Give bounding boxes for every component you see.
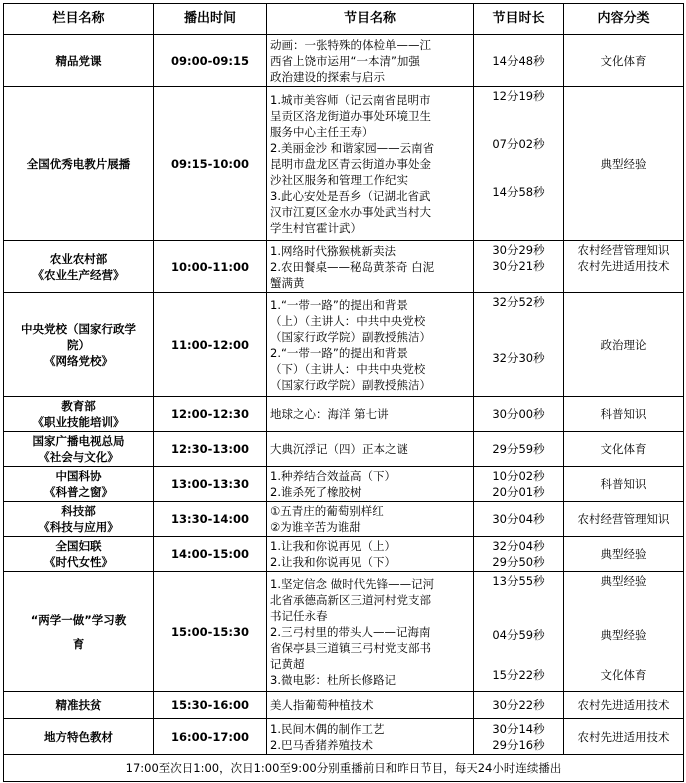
program-line: 3.微电影：杜所长修路记: [270, 672, 396, 687]
duration-line: 13分55秒: [492, 574, 545, 588]
category-cell: [564, 293, 684, 397]
column-name-line: 《社会与文化》: [38, 450, 119, 464]
program-line: 动画：一张特殊的体检单——江: [270, 37, 431, 52]
program-line: 1.坚定信念 做时代先锋——记河: [270, 576, 435, 591]
category-cell: [564, 719, 684, 755]
header-row: [4, 4, 684, 35]
column-name-line: 中国科协: [55, 469, 102, 483]
program-cell: [267, 432, 474, 467]
table-row: [4, 537, 684, 572]
column-name-cell: [4, 87, 154, 241]
table-row: [4, 241, 684, 293]
program-line: 1.民间木偶的制作工艺: [270, 721, 385, 736]
table-row: [4, 293, 684, 397]
program-line: 1.种养结合效益高（下）: [270, 469, 396, 483]
header-program-name: 节目名称: [267, 4, 474, 35]
program-line: （下）（主讲人：中共中央党校: [270, 361, 426, 376]
column-name-cell: [4, 467, 154, 502]
duration-cell: [474, 87, 564, 241]
program-cell: [267, 467, 474, 502]
program-line: 1.让我和你说再见（上）: [270, 539, 396, 553]
column-name-line: 地方特色教材: [44, 729, 113, 744]
column-name-line: 《农业生产经营》: [32, 267, 125, 282]
program-line: ①五青庄的葡萄别样红: [270, 504, 384, 518]
program-line: 1.城市美容师（记云南省昆明市: [270, 92, 431, 107]
program-cell: [267, 537, 474, 572]
air-time-cell: 13:30-14:00: [154, 502, 267, 537]
air-time-cell: 16:00-17:00: [154, 719, 267, 755]
program-line: 2.谁杀死了橡胶树: [270, 485, 362, 499]
air-time-cell: 09:00-09:15: [154, 35, 267, 87]
program-line: 2.三弓村里的带头人——记海南: [270, 624, 431, 639]
duration-cell: [474, 719, 564, 755]
program-cell: [267, 692, 474, 719]
column-name-cell: [4, 241, 154, 293]
column-name-line: 全国妇联: [55, 539, 102, 553]
air-time-cell: 15:30-16:00: [154, 692, 267, 719]
category-cell: [564, 397, 684, 432]
column-name-line: “两学一做”学习教: [30, 612, 127, 627]
program-cell: [267, 87, 474, 241]
category-line: 科普知识: [600, 477, 647, 491]
program-line: 昆明市盘龙区青云街道办事处金: [270, 156, 431, 171]
program-line: 3.此心安处是吾乡（记湖北省武: [270, 188, 431, 203]
air-time-cell: 09:15-10:00: [154, 87, 267, 241]
category-line: 典型经验: [600, 628, 647, 642]
program-line: 2.“一带一路”的提出和背景: [270, 345, 408, 360]
category-cell: [564, 537, 684, 572]
column-name-line: 院）: [67, 337, 90, 352]
program-line: 2.让我和你说再见（下）: [270, 555, 396, 569]
category-line: 农村经营管理知识: [577, 512, 670, 526]
duration-line: 29分59秒: [492, 442, 545, 456]
column-name-line: 教育部: [61, 399, 96, 413]
program-line: （上）（主讲人：中共中央党校: [270, 313, 426, 328]
program-cell: [267, 241, 474, 293]
table-row: [4, 502, 684, 537]
duration-cell: [474, 397, 564, 432]
duration-line: 30分21秒: [492, 259, 545, 273]
column-name-line: 育: [72, 636, 85, 651]
air-time-cell: 10:00-11:00: [154, 241, 267, 293]
program-line: 省保亭县三道镇三弓村党支部书: [270, 640, 431, 655]
duration-line: 04分59秒: [492, 628, 545, 642]
duration-cell: [474, 572, 564, 692]
program-line: 2.巴马香猪养殖技术: [270, 737, 373, 752]
program-line: 呈贡区洛龙街道办事处环境卫生: [270, 108, 431, 123]
column-name-line: 全国优秀电教片展播: [26, 156, 131, 171]
category-line: 政治理论: [600, 337, 647, 352]
duration-line: 14分48秒: [492, 53, 545, 68]
duration-line: 32分04秒: [492, 539, 545, 553]
duration-line: 30分14秒: [492, 721, 545, 736]
column-name-line: 精品党课: [55, 53, 102, 68]
table-row: [4, 397, 684, 432]
column-name-cell: [4, 572, 154, 692]
header-air-time: 播出时间: [154, 4, 267, 35]
duration-line: 14分58秒: [492, 185, 545, 199]
column-name-cell: [4, 293, 154, 397]
table-row: [4, 467, 684, 502]
program-line: 记黄超: [270, 656, 305, 671]
category-cell: [564, 467, 684, 502]
column-name-line: 中央党校（国家行政学: [21, 321, 136, 336]
air-time-cell: 12:00-12:30: [154, 397, 267, 432]
program-line: （国家行政学院）副教授熊洁）: [270, 329, 431, 344]
column-name-line: 《网络党校》: [44, 353, 113, 368]
column-name-line: 精准扶贫: [55, 698, 102, 712]
duration-cell: [474, 241, 564, 293]
program-cell: [267, 293, 474, 397]
column-name-line: 《时代女性》: [44, 555, 113, 569]
column-name-line: 《职业技能培训》: [32, 415, 125, 429]
program-cell: [267, 502, 474, 537]
category-cell: [564, 502, 684, 537]
program-line: 1.“一带一路”的提出和背景: [270, 297, 408, 312]
program-line: 政治建设的探索与启示: [270, 69, 385, 84]
category-cell: [564, 87, 684, 241]
column-name-cell: [4, 432, 154, 467]
category-line: 农村经营管理知识: [577, 243, 670, 257]
column-name-cell: [4, 397, 154, 432]
category-cell: [564, 572, 684, 692]
category-line: 文化体育: [600, 442, 647, 456]
column-name-cell: [4, 719, 154, 755]
duration-cell: [474, 537, 564, 572]
category-line: 文化体育: [600, 668, 647, 682]
duration-cell: [474, 502, 564, 537]
category-line: 典型经验: [600, 574, 647, 588]
program-line: 2.农田餐桌——秘岛黄茶奇 白泥: [270, 259, 435, 274]
category-cell: [564, 692, 684, 719]
duration-cell: [474, 35, 564, 87]
program-line: 沙社区服务和管理工作纪实: [270, 172, 408, 187]
table-row: [4, 35, 684, 87]
program-line: 汉市江夏区金水办事处武当村大: [270, 204, 431, 219]
air-time-cell: 14:00-15:00: [154, 537, 267, 572]
program-cell: [267, 397, 474, 432]
column-name-line: 《科技与应用》: [38, 520, 119, 534]
duration-line: 30分29秒: [492, 243, 545, 257]
column-name-line: 国家广播电视总局: [32, 434, 125, 448]
air-time-cell: 13:00-13:30: [154, 467, 267, 502]
category-line: 农村先进适用技术: [577, 259, 670, 273]
program-line: 书记任永春: [270, 608, 328, 623]
column-name-cell: [4, 35, 154, 87]
program-line: ②为谁辛苦为谁甜: [270, 520, 361, 534]
program-line: 西省上饶市运用“一本清”加强: [270, 53, 420, 68]
duration-cell: [474, 293, 564, 397]
program-line: 1.网络时代猕猴桃新卖法: [270, 243, 396, 258]
program-cell: [267, 719, 474, 755]
header-column-name: 栏目名称: [4, 4, 154, 35]
duration-line: 15分22秒: [492, 668, 545, 682]
program-line: （国家行政学院）副教授熊洁）: [270, 377, 431, 392]
program-line: 学生村官霍计武）: [270, 220, 362, 235]
footer-row: [4, 755, 684, 782]
program-line: 北省承德高新区三道河村党支部: [270, 592, 431, 607]
program-cell: [267, 572, 474, 692]
category-line: 农村先进适用技术: [577, 698, 670, 712]
category-cell: [564, 35, 684, 87]
category-cell: [564, 432, 684, 467]
program-line: 2.美丽金沙 和谐家园——云南省: [270, 140, 435, 155]
category-line: 典型经验: [600, 547, 647, 561]
column-name-line: 农业农村部: [49, 251, 108, 266]
duration-cell: [474, 467, 564, 502]
table-row: [4, 432, 684, 467]
header-duration: 节目时长: [474, 4, 564, 35]
column-name-line: 《科普之窗》: [44, 485, 113, 499]
category-line: 科普知识: [600, 407, 647, 421]
category-line: 典型经验: [600, 156, 647, 171]
column-name-line: 科技部: [61, 504, 96, 518]
category-line: 农村先进适用技术: [577, 729, 670, 744]
footer-note: 17:00至次日1:00，次日1:00至9:00分别重播前日和昨日节目，每天24小时连续播出: [4, 755, 684, 782]
table-row: [4, 719, 684, 755]
table-row: [4, 692, 684, 719]
program-line: 服务中心主任王寿）: [270, 124, 374, 139]
program-cell: [267, 35, 474, 87]
duration-line: 30分00秒: [492, 407, 545, 421]
duration-line: 30分04秒: [492, 512, 545, 526]
program-line: 美人指葡萄种植技术: [270, 698, 374, 712]
duration-line: 29分50秒: [492, 555, 545, 569]
air-time-cell: 11:00-12:00: [154, 293, 267, 397]
duration-cell: [474, 432, 564, 467]
duration-line: 10分02秒: [492, 469, 545, 483]
duration-line: 12分19秒: [492, 89, 545, 103]
table-row: [4, 87, 684, 241]
program-line: 蟹满黄: [270, 275, 305, 290]
category-cell: [564, 241, 684, 293]
program-line: 地球之心：海洋 第七讲: [270, 407, 389, 421]
category-line: 文化体育: [600, 53, 647, 68]
duration-line: 29分16秒: [492, 737, 545, 752]
duration-cell: [474, 692, 564, 719]
header-category: 内容分类: [564, 4, 684, 35]
column-name-cell: [4, 502, 154, 537]
air-time-cell: 15:00-15:30: [154, 572, 267, 692]
duration-line: 32分30秒: [492, 351, 545, 365]
program-line: 大典沉浮记（四）正本之谜: [270, 442, 408, 456]
duration-line: 32分52秒: [492, 295, 545, 309]
column-name-cell: [4, 537, 154, 572]
schedule-table: [3, 3, 684, 782]
column-name-cell: [4, 692, 154, 719]
duration-line: 30分22秒: [492, 698, 545, 712]
duration-line: 07分02秒: [492, 137, 545, 151]
table-row: [4, 572, 684, 692]
duration-line: 20分01秒: [492, 485, 545, 499]
air-time-cell: 12:30-13:00: [154, 432, 267, 467]
